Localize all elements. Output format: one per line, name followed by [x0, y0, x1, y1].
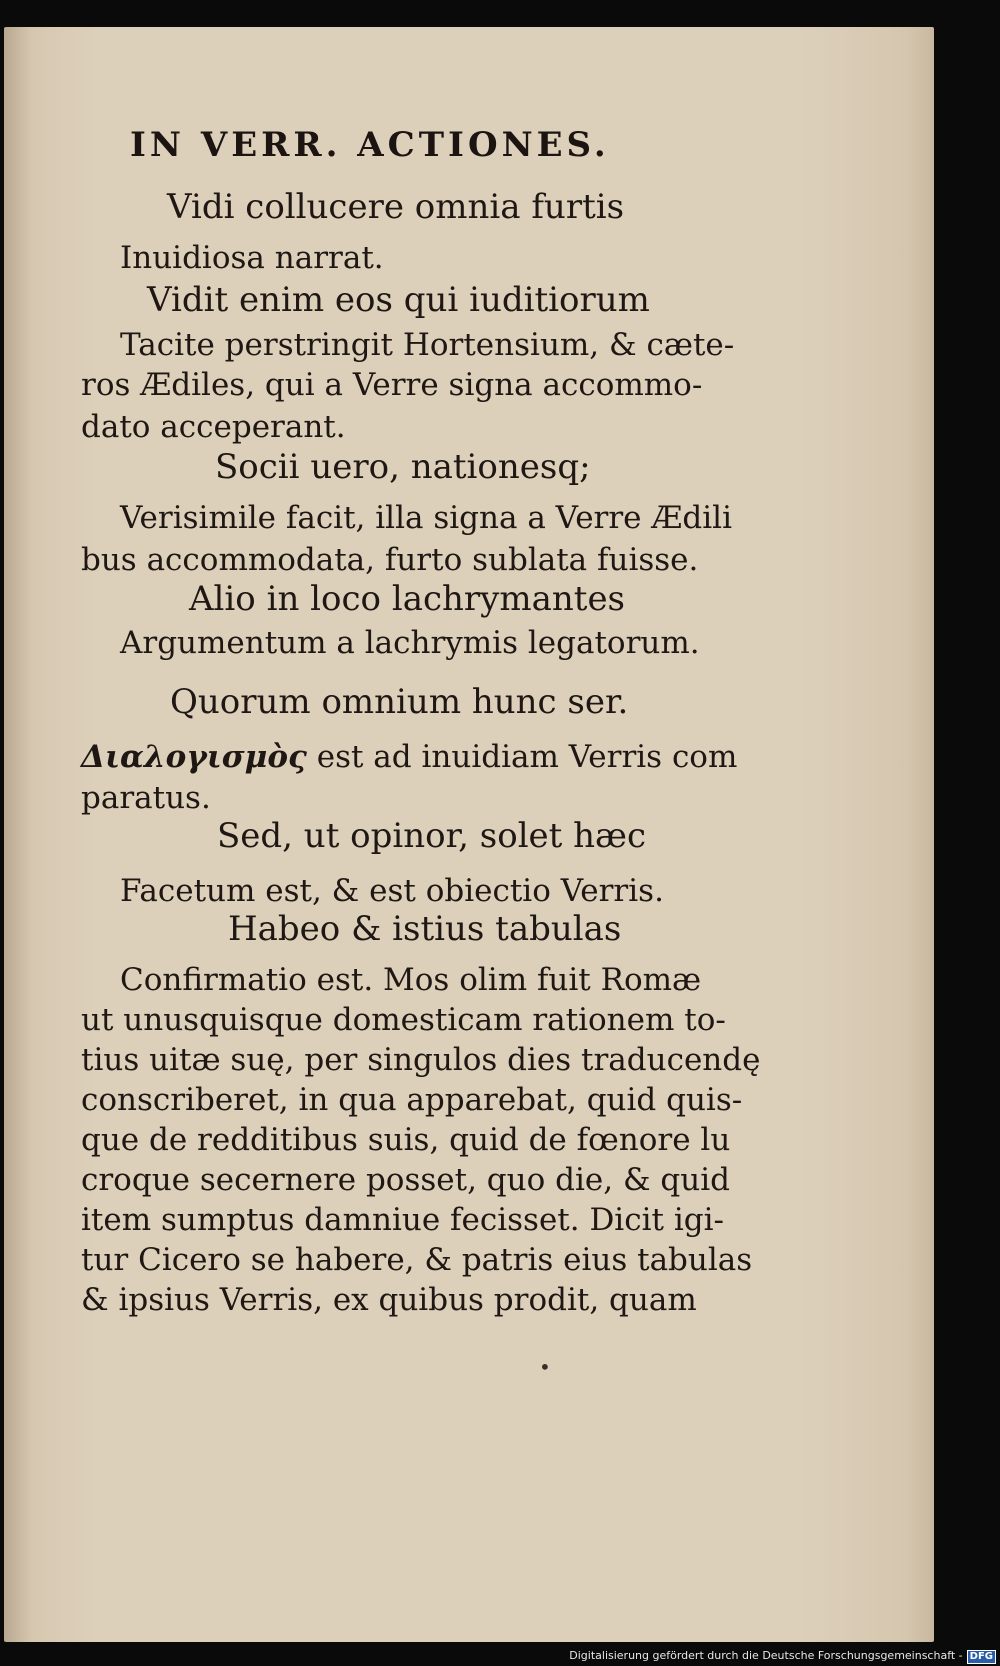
- commentary-line-18: Confirmatio est. Mos olim fuit Romæ: [120, 962, 702, 998]
- commentary-line-21: conscriberet, in qua apparebat, quid quis-: [81, 1082, 743, 1118]
- lemma-line-7: Socii uero, nationesq;: [215, 447, 591, 487]
- commentary-line-20: tius uitæ suę, per singulos dies traducendę: [81, 1042, 761, 1078]
- commentary-line-19: ut unusquisque domesticam rationem to-: [81, 1002, 726, 1038]
- commentary-line-2: Inuidiosa narrat.: [120, 240, 384, 276]
- greek-term: Διαλογισμὸς: [81, 739, 307, 775]
- scan-credit: [569, 1648, 996, 1664]
- commentary-line-22: que de redditibus suis, quid de fœnore lu: [81, 1122, 731, 1158]
- commentary-line-11: Argumentum a lachrymis legatorum.: [120, 625, 700, 661]
- commentary-line-8: Verisimile facit, illa signa a Verre Ædili: [120, 500, 732, 536]
- running-header: IN VERR. ACTIONES.: [130, 125, 610, 165]
- commentary-line-4: Tacite perstringit Hortensium, & cæte-: [120, 327, 735, 363]
- lemma-line-17: Habeo & istius tabulas: [228, 909, 622, 949]
- commentary-line-25: tur Cicero se habere, & patris eius tabulas: [81, 1242, 753, 1278]
- commentary-line-14: paratus.: [81, 780, 211, 816]
- page-mark: •: [539, 1355, 551, 1379]
- dfg-logo-icon: DFG: [967, 1650, 996, 1664]
- lemma-line-12: Quorum omnium hunc ser.: [170, 682, 629, 722]
- lemma-line-10: Alio in loco lachrymantes: [189, 579, 626, 619]
- commentary-line-24: item sumptus damniue fecisset. Dicit igi-: [81, 1202, 724, 1238]
- commentary-line-9: bus accommodata, furto sublata fuisse.: [81, 542, 699, 578]
- commentary-line-6: dato acceperant.: [81, 409, 346, 445]
- commentary-line-26: & ipsius Verris, ex quibus prodit, quam: [81, 1282, 697, 1318]
- lemma-line-3: Vidit enim eos qui iuditiorum: [147, 280, 650, 320]
- lemma-line-15: Sed, ut opinor, solet hæc: [217, 816, 647, 856]
- commentary-line-5: ros Ædiles, qui a Verre signa accommo-: [81, 367, 703, 403]
- book-page: [4, 27, 934, 1642]
- lemma-line-1: Vidi collucere omnia furtis: [167, 187, 625, 227]
- commentary-line-13-text: est ad inuidiam Verris com: [306, 739, 738, 775]
- commentary-line-13: [81, 739, 737, 775]
- commentary-line-16: Facetum est, & est obiectio Verris.: [120, 873, 664, 909]
- scan-credit-text: Digitalisierung gefördert durch die Deutsche Forschungsgemeinschaft -: [569, 1649, 963, 1662]
- commentary-line-23: croque secernere posset, quo die, & quid: [81, 1162, 730, 1198]
